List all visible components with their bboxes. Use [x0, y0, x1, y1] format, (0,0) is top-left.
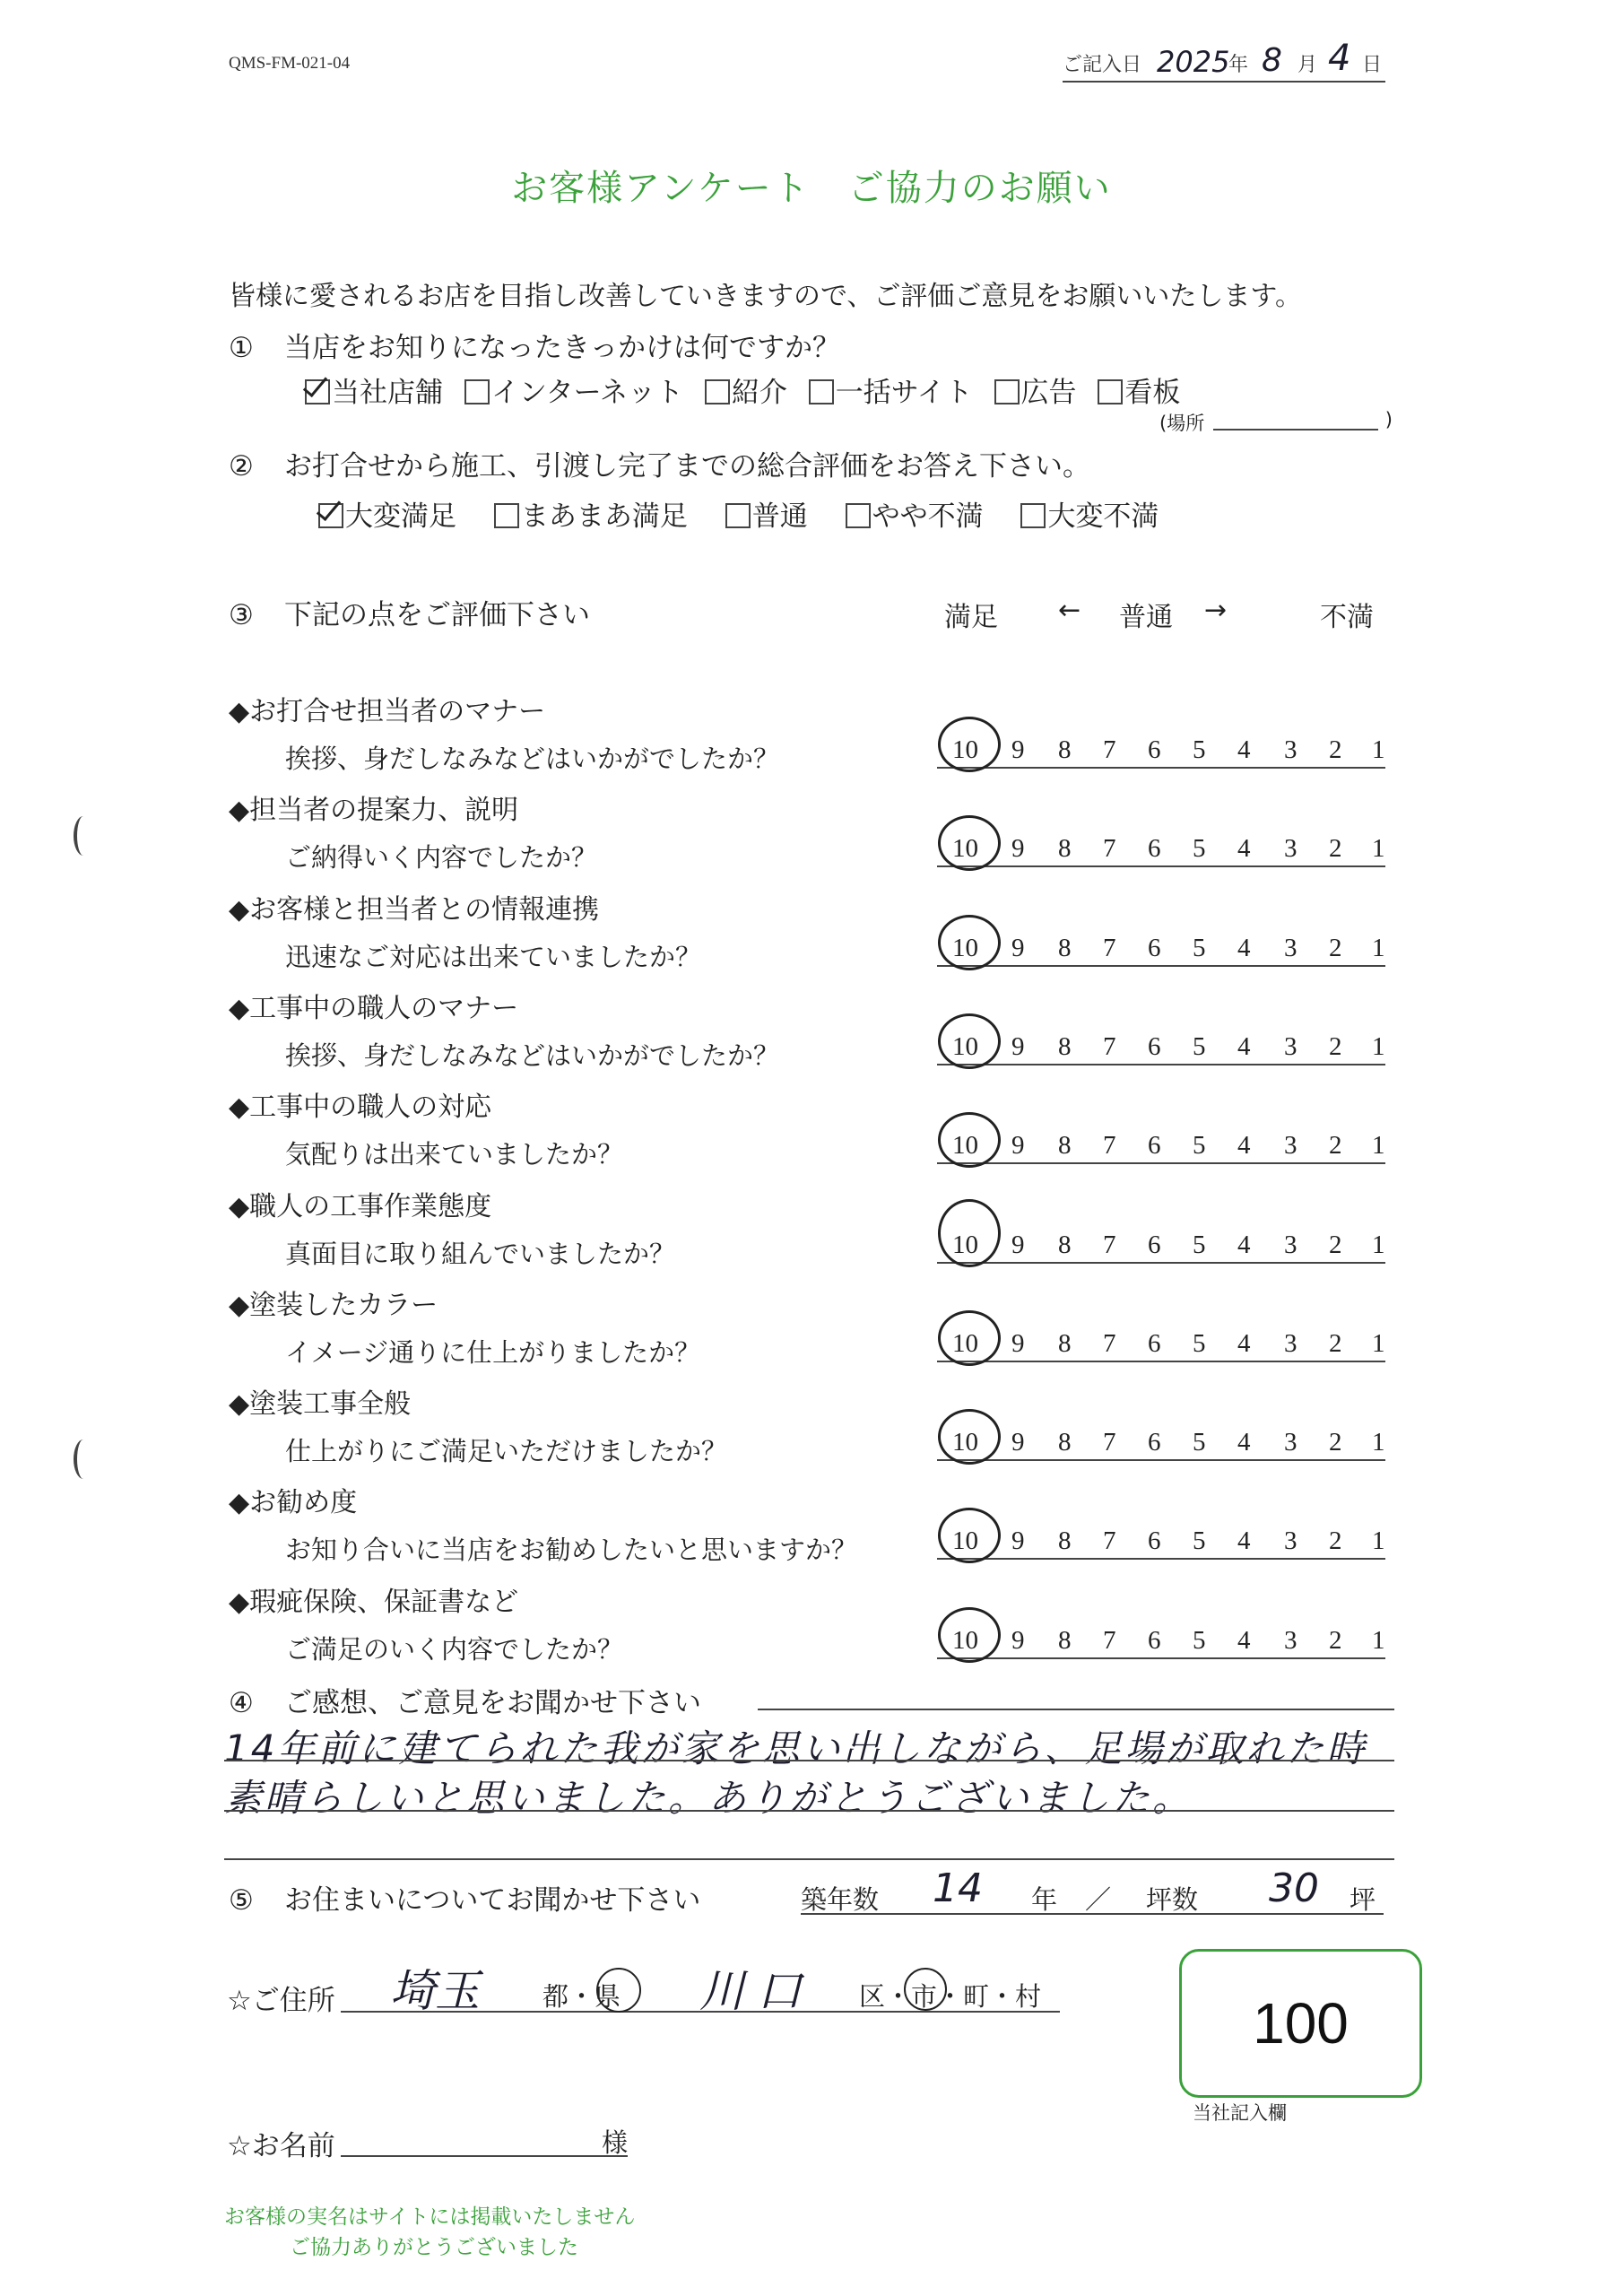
- rating-option-3[interactable]: 3: [1284, 1131, 1298, 1160]
- rating-question: ご納得いく内容でしたか？: [285, 842, 598, 873]
- checkbox[interactable]: [1098, 379, 1123, 404]
- intro-text: 皆様に愛されるお店を目指し改善していきますので、ご評価ご意見をお願いいたします。: [229, 281, 1302, 312]
- thanks-note: ご協力ありがとうございました: [290, 2236, 578, 2259]
- question-3-number: ③: [229, 599, 254, 631]
- rating-option-5[interactable]: 5: [1193, 1032, 1206, 1061]
- rating-option-5[interactable]: 5: [1193, 934, 1206, 962]
- rating-option-2[interactable]: 2: [1329, 1131, 1342, 1160]
- rating-option-2[interactable]: 2: [1329, 834, 1342, 863]
- rating-option-4[interactable]: 4: [1237, 1428, 1251, 1457]
- rating-option-1[interactable]: 1: [1372, 1329, 1385, 1358]
- rating-option-4[interactable]: 4: [1237, 1231, 1251, 1259]
- rating-option-2[interactable]: 2: [1329, 1231, 1342, 1259]
- rating-question: 仕上がりにご満足いただけましたか？: [285, 1436, 728, 1466]
- rating-option-8[interactable]: 8: [1058, 1131, 1072, 1160]
- question-5: [229, 1877, 700, 1918]
- rating-option-9[interactable]: 9: [1011, 834, 1025, 863]
- q2-option-slightly-unsatisfied[interactable]: やや不満: [846, 500, 984, 533]
- rating-option-7[interactable]: 7: [1103, 1428, 1116, 1457]
- rating-option-4[interactable]: 4: [1237, 735, 1251, 764]
- rating-option-10[interactable]: 10: [952, 1428, 978, 1457]
- q2-options: [318, 493, 1159, 534]
- question-2-number: ②: [229, 450, 254, 483]
- rating-scale[interactable]: [937, 729, 1385, 769]
- rating-option-2[interactable]: 2: [1329, 1329, 1342, 1358]
- scale-arrow-right: →: [1204, 595, 1228, 626]
- rating-option-8[interactable]: 8: [1058, 1428, 1072, 1457]
- name-field[interactable]: [341, 2112, 628, 2157]
- checkbox[interactable]: [994, 379, 1020, 404]
- rating-option-8[interactable]: 8: [1058, 1526, 1072, 1555]
- form-code: QMS-FM-021-04: [229, 54, 351, 73]
- rating-option-1[interactable]: 1: [1372, 1032, 1385, 1061]
- rating-scale[interactable]: [937, 1323, 1385, 1362]
- building-age-unit: 年: [1031, 1884, 1058, 1915]
- prefecture-selected-circle: [596, 1968, 641, 2013]
- rating-option-10[interactable]: 10: [952, 735, 978, 764]
- rating-option-6[interactable]: 6: [1148, 834, 1161, 863]
- rating-option-1[interactable]: 1: [1372, 735, 1385, 764]
- rating-option-6[interactable]: 6: [1148, 1329, 1161, 1358]
- rating-option-3[interactable]: 3: [1284, 1231, 1298, 1259]
- rating-option-3[interactable]: 3: [1284, 1626, 1298, 1655]
- rating-option-7[interactable]: 7: [1103, 834, 1116, 863]
- selected-rating-circle: [938, 1508, 1001, 1563]
- rating-scale[interactable]: [937, 828, 1385, 867]
- scale-normal: 普通: [1119, 602, 1173, 633]
- rating-option-6[interactable]: 6: [1148, 1428, 1161, 1457]
- rating-option-3[interactable]: 3: [1284, 1329, 1298, 1358]
- rating-option-8[interactable]: 8: [1058, 834, 1072, 863]
- question-4-number: ④: [229, 1687, 254, 1719]
- rating-option-9[interactable]: 9: [1011, 934, 1025, 962]
- rating-option-7[interactable]: 7: [1103, 1032, 1116, 1061]
- floor-area-label: 坪数: [1146, 1884, 1199, 1915]
- rating-option-5[interactable]: 5: [1193, 1131, 1206, 1160]
- rating-scale[interactable]: [937, 1224, 1385, 1264]
- name-label: ☆お名前: [227, 2130, 335, 2162]
- checkbox[interactable]: [464, 379, 490, 404]
- floor-area-value: 30: [1269, 1866, 1319, 1911]
- rating-option-4[interactable]: 4: [1237, 1131, 1251, 1160]
- prefecture-suffix: 都・県: [542, 1981, 621, 2012]
- rating-option-9[interactable]: 9: [1011, 1131, 1025, 1160]
- question-3: [229, 592, 590, 632]
- rating-option-10[interactable]: 10: [952, 1131, 978, 1160]
- date-field[interactable]: [1063, 38, 1385, 83]
- rating-option-9[interactable]: 9: [1011, 735, 1025, 764]
- binder-hole: [74, 816, 93, 856]
- rating-scale[interactable]: [937, 927, 1385, 967]
- date-label: ご記入日: [1063, 54, 1142, 76]
- rating-option-10[interactable]: 10: [952, 834, 978, 863]
- rating-option-8[interactable]: 8: [1058, 735, 1072, 764]
- place-close: ): [1384, 409, 1393, 430]
- checkbox[interactable]: [1020, 503, 1046, 528]
- rating-option-10[interactable]: 10: [952, 934, 978, 962]
- year-label: 年: [1228, 54, 1249, 76]
- page-title: お客様アンケート ご協力のお願い: [511, 168, 1112, 209]
- rating-option-1[interactable]: 1: [1372, 1428, 1385, 1457]
- rating-option-3[interactable]: 3: [1284, 1526, 1298, 1555]
- rating-option-2[interactable]: 2: [1329, 1032, 1342, 1061]
- rating-option-6[interactable]: 6: [1148, 934, 1161, 962]
- score-box-caption: 当社記入欄: [1193, 2102, 1287, 2124]
- rating-option-9[interactable]: 9: [1011, 1428, 1025, 1457]
- building-age-label: 築年数: [801, 1884, 880, 1915]
- selected-rating-circle: [938, 1607, 1001, 1663]
- rating-option-5[interactable]: 5: [1193, 1626, 1206, 1655]
- question-4: [229, 1680, 701, 1720]
- rating-option-1[interactable]: 1: [1372, 934, 1385, 962]
- checkbox[interactable]: [809, 379, 834, 404]
- question-2: [229, 443, 1090, 483]
- rating-option-5[interactable]: 5: [1193, 834, 1206, 863]
- rating-option-10[interactable]: 10: [952, 1231, 978, 1259]
- selected-rating-circle: [938, 717, 1001, 772]
- rating-option-6[interactable]: 6: [1148, 1526, 1161, 1555]
- rating-option-2[interactable]: 2: [1329, 1526, 1342, 1555]
- rating-option-4[interactable]: 4: [1237, 1032, 1251, 1061]
- q2-option-fairly-satisfied[interactable]: まあまあ満足: [494, 500, 688, 533]
- q1-option-bulk-site[interactable]: 一括サイト: [809, 377, 973, 409]
- day-label: 日: [1362, 54, 1383, 76]
- selected-rating-circle: [938, 1013, 1001, 1069]
- rating-option-4[interactable]: 4: [1237, 1329, 1251, 1358]
- rating-option-5[interactable]: 5: [1193, 1231, 1206, 1259]
- rating-option-10[interactable]: 10: [952, 1329, 978, 1358]
- rating-option-10[interactable]: 10: [952, 1526, 978, 1555]
- rating-option-1[interactable]: 1: [1372, 1626, 1385, 1655]
- address-label: ☆ご住所: [227, 1985, 335, 2017]
- rating-option-2[interactable]: 2: [1329, 1626, 1342, 1655]
- question-1: [229, 325, 840, 365]
- rating-option-7[interactable]: 7: [1103, 1131, 1116, 1160]
- month-label: 月: [1298, 54, 1318, 76]
- rating-option-9[interactable]: 9: [1011, 1329, 1025, 1358]
- scale-arrow-left: ←: [1058, 595, 1081, 626]
- rating-scale[interactable]: [937, 1422, 1385, 1461]
- checkbox[interactable]: [725, 503, 751, 528]
- checkbox[interactable]: [705, 379, 730, 404]
- q2-option-very-unsatisfied[interactable]: 大変不満: [1020, 500, 1159, 533]
- name-suffix: 様: [601, 2127, 628, 2158]
- rating-question: 挨拶、身だしなみなどはいかがでしたか？: [285, 1040, 780, 1071]
- question-3-text: 下記の点をご評価下さい: [284, 599, 590, 631]
- rating-option-4[interactable]: 4: [1237, 934, 1251, 962]
- rating-category: ◆ お勧め度: [229, 1480, 357, 1519]
- rating-option-3[interactable]: 3: [1284, 934, 1298, 962]
- selected-rating-circle: [938, 1199, 1001, 1267]
- place-label: (場所: [1159, 413, 1205, 434]
- rating-option-6[interactable]: 6: [1148, 735, 1161, 764]
- q1-option-signboard[interactable]: 看板: [1098, 377, 1180, 409]
- rating-scale[interactable]: [937, 1026, 1385, 1065]
- rating-option-3[interactable]: 3: [1284, 1032, 1298, 1061]
- rating-category: ◆ 工事中の職人の対応: [229, 1084, 491, 1124]
- rating-option-9[interactable]: 9: [1011, 1626, 1025, 1655]
- rating-option-1[interactable]: 1: [1372, 1231, 1385, 1259]
- rating-question: 迅速なご対応は出来ていましたか？: [285, 942, 702, 972]
- rating-option-8[interactable]: 8: [1058, 1231, 1072, 1259]
- scale-satisfied: 満足: [944, 602, 998, 633]
- rating-option-10[interactable]: 10: [952, 1626, 978, 1655]
- rating-question: イメージ通りに仕上がりましたか？: [285, 1337, 701, 1368]
- score-box: 100: [1179, 1949, 1422, 2098]
- rating-option-5[interactable]: 5: [1193, 1526, 1206, 1555]
- rating-option-8[interactable]: 8: [1058, 1032, 1072, 1061]
- prefecture-value: 埼玉: [390, 1965, 480, 2017]
- checkbox[interactable]: [494, 503, 519, 528]
- checkbox[interactable]: [846, 503, 871, 528]
- rating-option-9[interactable]: 9: [1011, 1032, 1025, 1061]
- q2-option-very-satisfied[interactable]: 大変満足: [318, 500, 456, 533]
- rating-option-3[interactable]: 3: [1284, 735, 1298, 764]
- rating-category: ◆ 瑕疵保険、保証書など: [229, 1579, 518, 1619]
- rating-category: ◆ 塗装工事全般: [229, 1381, 411, 1421]
- selected-rating-circle: [938, 1112, 1001, 1168]
- address-field[interactable]: [341, 1955, 1060, 2017]
- rating-option-2[interactable]: 2: [1329, 735, 1342, 764]
- rating-option-9[interactable]: 9: [1011, 1526, 1025, 1555]
- rating-category: ◆ 工事中の職人のマナー: [229, 986, 518, 1025]
- city-suffix: 区・市・町・村: [859, 1981, 1042, 2012]
- rating-category: ◆ 塗装したカラー: [229, 1283, 438, 1322]
- rating-option-7[interactable]: 7: [1103, 1526, 1116, 1555]
- rating-option-3[interactable]: 3: [1284, 834, 1298, 863]
- rating-option-1[interactable]: 1: [1372, 1131, 1385, 1160]
- rating-option-6[interactable]: 6: [1148, 1231, 1161, 1259]
- privacy-note: お客様の実名はサイトには掲載いたしません: [224, 2205, 636, 2229]
- question-2-text: お打合せから施工、引渡し完了までの総合評価をお答え下さい。: [284, 450, 1090, 483]
- rating-question: 気配りは出来ていましたか？: [285, 1139, 624, 1170]
- comment-line-1: 14年前に建てられた我が家を思い出しながら、足場が取れた時: [224, 1726, 1367, 1770]
- date-day-value: 4: [1328, 38, 1351, 79]
- q1-options: [305, 370, 1180, 410]
- question-1-text: 当店をお知りになったきっかけは何ですか？: [284, 332, 840, 364]
- rating-option-7[interactable]: 7: [1103, 1329, 1116, 1358]
- place-field[interactable]: [1159, 409, 1393, 434]
- checkbox-checked[interactable]: [305, 379, 330, 404]
- date-year-value: 2025: [1157, 45, 1230, 79]
- q1-option-store[interactable]: 当社店舗: [305, 377, 443, 409]
- rating-option-7[interactable]: 7: [1103, 934, 1116, 962]
- rating-option-1[interactable]: 1: [1372, 834, 1385, 863]
- city-value: 川口: [699, 1965, 814, 2017]
- q1-option-referral[interactable]: 紹介: [705, 377, 787, 409]
- date-month-value: 8: [1262, 42, 1282, 79]
- selected-rating-circle: [938, 1409, 1001, 1465]
- rating-option-8[interactable]: 8: [1058, 1626, 1072, 1655]
- rating-option-2[interactable]: 2: [1329, 1428, 1342, 1457]
- rating-option-8[interactable]: 8: [1058, 1329, 1072, 1358]
- checkbox-checked[interactable]: [318, 503, 343, 528]
- floor-area-unit: 坪: [1350, 1884, 1376, 1915]
- question-5-text: お住まいについてお聞かせ下さい: [284, 1884, 701, 1917]
- rating-question: 真面目に取り組んでいましたか？: [285, 1239, 676, 1269]
- selected-rating-circle: [938, 815, 1001, 871]
- rating-option-6[interactable]: 6: [1148, 1626, 1161, 1655]
- question-4-text: ご感想、ご意見をお聞かせ下さい: [284, 1687, 701, 1719]
- selected-rating-circle: [938, 1310, 1001, 1366]
- separator-slash: ／: [1085, 1884, 1112, 1915]
- rating-option-7[interactable]: 7: [1103, 735, 1116, 764]
- rating-option-4[interactable]: 4: [1237, 834, 1251, 863]
- rating-option-7[interactable]: 7: [1103, 1231, 1116, 1259]
- rating-option-8[interactable]: 8: [1058, 934, 1072, 962]
- binder-hole: [74, 1439, 93, 1479]
- selected-rating-circle: [938, 915, 1001, 970]
- rating-scale[interactable]: [937, 1520, 1385, 1560]
- rating-option-5[interactable]: 5: [1193, 1428, 1206, 1457]
- q1-option-ad[interactable]: 広告: [994, 377, 1077, 409]
- rating-scale[interactable]: [937, 1125, 1385, 1164]
- rating-category: ◆ 職人の工事作業態度: [229, 1184, 491, 1223]
- question-1-number: ①: [229, 332, 254, 364]
- rating-scale[interactable]: [937, 1620, 1385, 1659]
- comment-line-2: 素晴らしいと思いました。ありがとうございました。: [224, 1776, 1193, 1820]
- city-selected-circle: [904, 1968, 947, 2011]
- rating-question: 挨拶、身だしなみなどはいかがでしたか？: [285, 744, 780, 774]
- rating-category: ◆ 担当者の提案力、説明: [229, 787, 518, 827]
- rating-option-9[interactable]: 9: [1011, 1231, 1025, 1259]
- rating-option-3[interactable]: 3: [1284, 1428, 1298, 1457]
- rating-option-1[interactable]: 1: [1372, 1526, 1385, 1555]
- q1-option-internet[interactable]: インターネット: [464, 377, 683, 409]
- rating-option-4[interactable]: 4: [1237, 1626, 1251, 1655]
- rating-option-6[interactable]: 6: [1148, 1131, 1161, 1160]
- rating-option-5[interactable]: 5: [1193, 1329, 1206, 1358]
- rating-option-6[interactable]: 6: [1148, 1032, 1161, 1061]
- rating-option-7[interactable]: 7: [1103, 1626, 1116, 1655]
- building-age-value: 14: [933, 1866, 983, 1911]
- rating-option-5[interactable]: 5: [1193, 735, 1206, 764]
- rating-category: ◆ お打合せ担当者のマナー: [229, 689, 545, 728]
- q2-option-normal[interactable]: 普通: [725, 500, 808, 533]
- rating-category: ◆ お客様と担当者との情報連携: [229, 887, 599, 926]
- rating-option-10[interactable]: 10: [952, 1032, 978, 1061]
- scale-unsatisfied: 不満: [1320, 602, 1374, 633]
- rating-option-4[interactable]: 4: [1237, 1526, 1251, 1555]
- question-5-number: ⑤: [229, 1884, 254, 1917]
- rating-option-2[interactable]: 2: [1329, 934, 1342, 962]
- rating-question: お知り合いに当店をお勧めしたいと思いますか？: [285, 1535, 858, 1565]
- rating-question: ご満足のいく内容でしたか？: [285, 1634, 624, 1665]
